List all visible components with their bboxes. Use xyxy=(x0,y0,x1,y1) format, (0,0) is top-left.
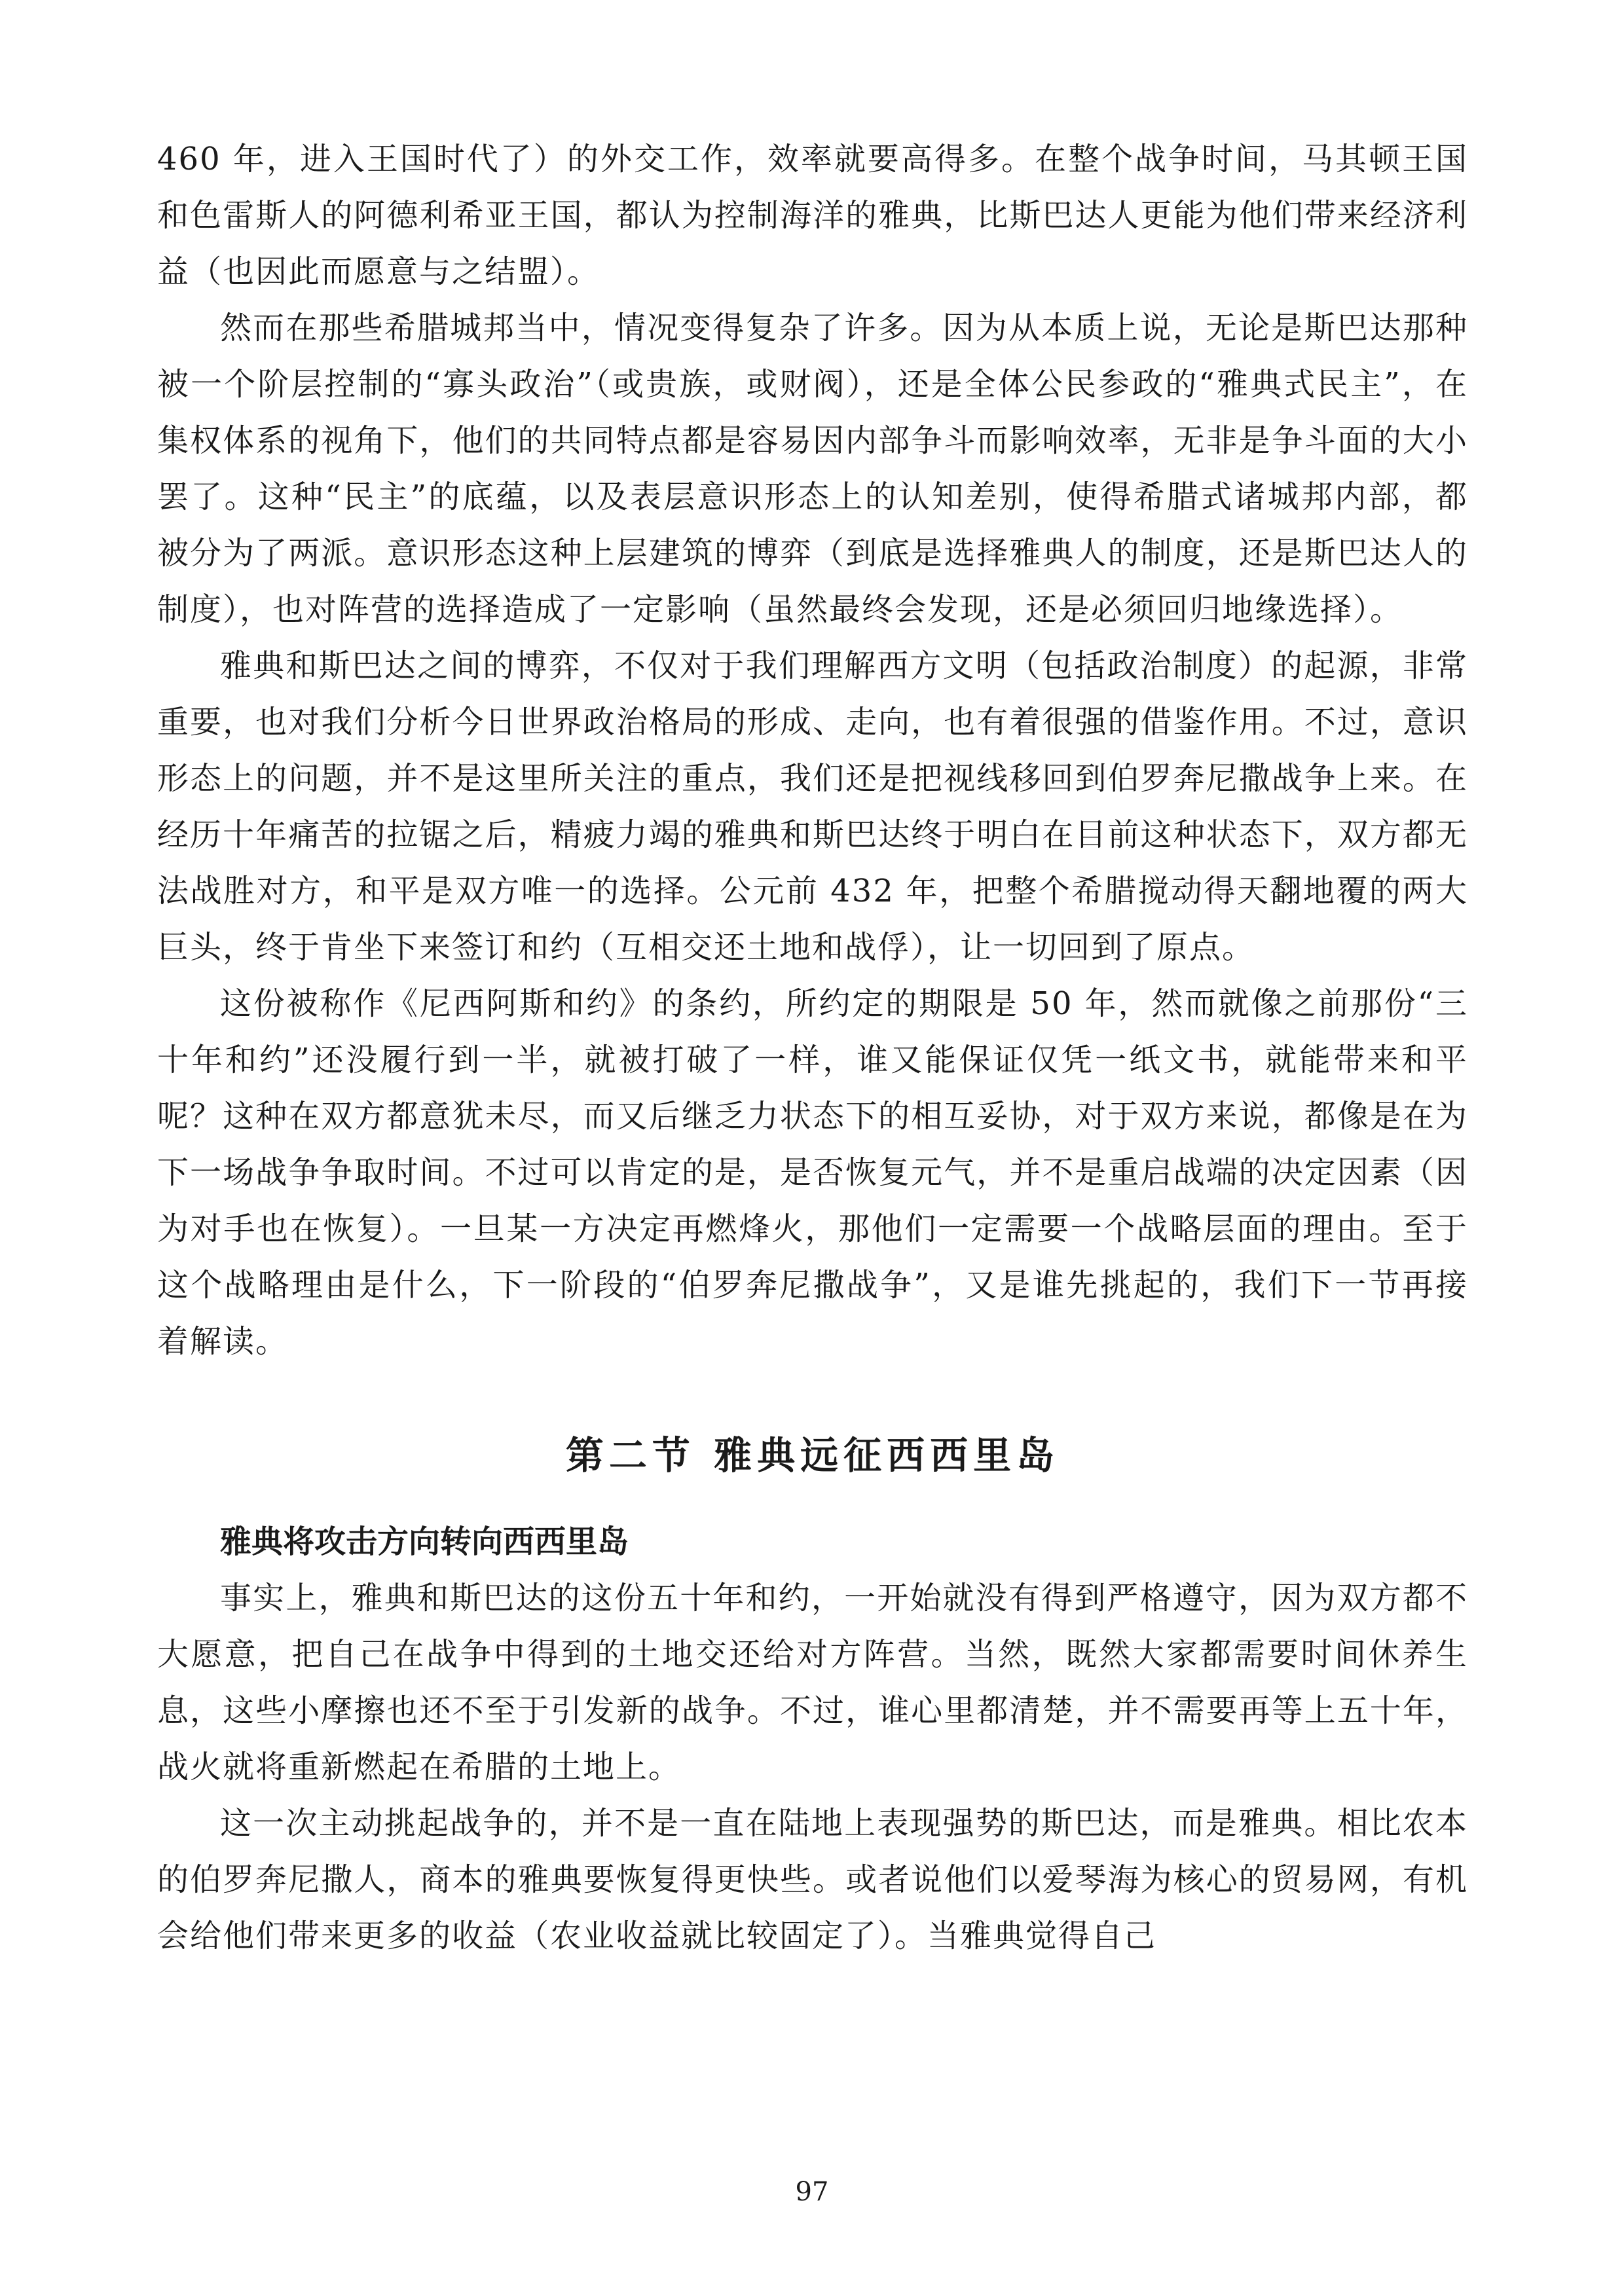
section-title: 第二节 雅典远征西西里岛 xyxy=(565,1433,1060,1478)
paragraph: 这份被称作《尼西阿斯和约》的条约，所约定的期限是 50 年，然而就像之前那份“三十年和约”还没履行到一半，就被打破了一样，谁又能保证仅凭一纸文书，就能带来和平呢？这种在双方都意犹未尽，而又后继乏力状态下的相互妥协，对于双方来说，都像是在为下一场战争争取时间。不过可以肯定的是，是否恢复元气，并不是重启战端的决定因素（因为对手也在恢复）。一旦某一方决定再燃烽火，那他们一定需要一个战略层面的理由。至于这个战略理由是什么，下一阶段的“伯罗奔尼撒战争”，又是谁先挑起的，我们下一节再接着解读。 xyxy=(157,985,1468,1360)
paragraph: 这一次主动挑起战争的，并不是一直在陆地上表现强势的斯巴达，而是雅典。相比农本的伯罗奔尼撒人，商本的雅典要恢复得更快些。或者说他们以爱琴海为核心的贸易网，有机会给他们带来更多的收益（农业收益就比较固定了）。当雅典觉得自己 xyxy=(157,1805,1468,1954)
paragraph-continued: 460 年，进入王国时代了）的外交工作，效率就要高得多。在整个战争时间，马其顿王国和色雷斯人的阿德利希亚王国，都认为控制海洋的雅典，比斯巴达人更能为他们带来经济利益（也因此而愿意与之结盟）。 xyxy=(157,141,1468,290)
paragraph: 事实上，雅典和斯巴达的这份五十年和约，一开始就没有得到严格遵守，因为双方都不大愿意，把自己在战争中得到的土地交还给对方阵营。当然，既然大家都需要时间休养生息，这些小摩擦也还不至于引发新的战争。不过，谁心里都清楚，并不需要再等上五十年，战火就将重新燃起在希腊的土地上。 xyxy=(157,1580,1468,1785)
page-number: 97 xyxy=(795,2177,829,2207)
page-body xyxy=(157,131,1468,2174)
subheading: 雅典将攻击方向转向西西里岛 xyxy=(220,1523,629,1560)
paragraph: 然而在那些希腊城邦当中，情况变得复杂了许多。因为从本质上说，无论是斯巴达那种被一个阶层控制的“寡头政治”（或贵族，或财阀），还是全体公民参政的“雅典式民主”，在集权体系的视角下，他们的共同特点都是容易因内部争斗而影响效率，无非是争斗面的大小罢了。这种“民主”的底蕴，以及表层意识形态上的认知差别，使得希腊式诸城邦内部，都被分为了两派。意识形态这种上层建筑的博弈（到底是选择雅典人的制度，还是斯巴达人的制度），也对阵营的选择造成了一定影响（虽然最终会发现，还是必须回归地缘选择）。 xyxy=(157,310,1468,628)
paragraph: 雅典和斯巴达之间的博弈，不仅对于我们理解西方文明（包括政治制度）的起源，非常重要，也对我们分析今日世界政治格局的形成、走向，也有着很强的借鉴作用。不过，意识形态上的问题，并不是这里所关注的重点，我们还是把视线移回到伯罗奔尼撒战争上来。在经历十年痛苦的拉锯之后，精疲力竭的雅典和斯巴达终于明白在目前这种状态下，双方都无法战胜对方，和平是双方唯一的选择。公元前 432 年，把整个希腊搅动得天翻地覆的两大巨头，终于肯坐下来签订和约（互相交还土地和战俘），让一切回到了原点。 xyxy=(157,647,1468,966)
